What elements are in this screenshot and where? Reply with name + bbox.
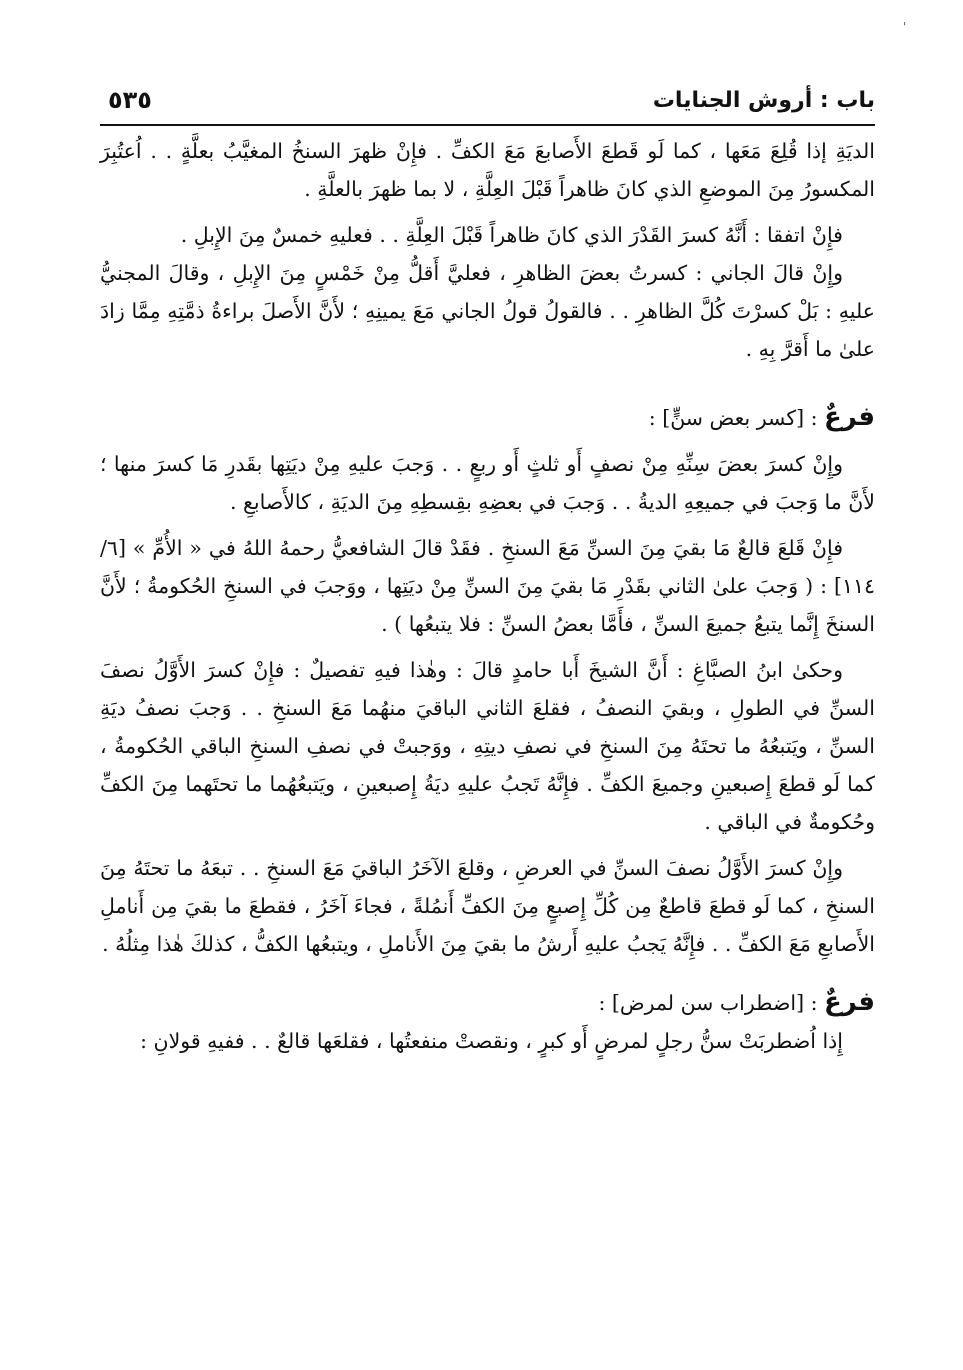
section-heading xyxy=(100,398,875,437)
paragraph: إِذا اُضطربَتْ سنُّ رجلٍ لمرضٍ أَو كبرٍ ، ونقصتْ منفعتُها ، فقلعَها قالعٌ . . ففيهِ قولانِ : xyxy=(140,1029,843,1053)
page-number: ٥٣٥ xyxy=(108,86,152,114)
section-heading xyxy=(100,983,875,1022)
paragraph: وحكىٰ ابنُ الصبَّاغِ : أَنَّ الشيخَ أَبا حامدٍ قالَ : وهٰذا فيهِ تفصيلٌ : فإِنْ كسرَ الأَوَّلُ نصفَ السنِّ في الطولِ ، وبقيَ النصفُ ، فقلعَ الثاني الباقيَ منهُما مَعَ السنخِ . . وَجبَ نصفُ ديَةِ السنِّ ، ويَتبعُهُ ما تحتَهُ مِنَ السنخِ في نصفِ ديتِهِ ، ووَجبتْ في نصفِ السنخِ الباقي الحُكومةُ ، كما لَو قطعَ إِصبعينِ وجميعَ الكفِّ . فإِنَّهُ تَجبُ عليهِ ديَةُ إِصبعينِ ، ويَتبعُهُما ما تحتَهما مِنَ الكفِّ وحُكومةٌ في الباقي . xyxy=(100,658,875,834)
chapter-title: باب : أروش الجنايات xyxy=(652,88,875,113)
paragraph: فإِنْ اتفقا : أَنَّهُ كسرَ القَدْرَ الذي كانَ ظاهراً قَبْلَ العِلَّةِ . . فعليهِ خمسٌ مِنَ الإِبلِ . xyxy=(180,223,843,247)
section-heading-text: : [كسر بعض سنٍّ] : xyxy=(648,406,825,430)
section-heading-label: فرعٌ xyxy=(824,987,875,1017)
scan-mark: ' xyxy=(903,20,907,34)
paragraph: الديَةِ إذا قُلِعَ مَعَها ، كما لَو قَطعَ الأَصابعَ مَعَ الكفِّ . فإِنْ ظهرَ السنخُ المغيَّبُ بعلَّةٍ . . اُعتُبِرَ المكسورُ مِنَ الموضعِ الذي كانَ ظاهراً قَبْلَ العِلَّةِ ، لا بما ظهرَ بالعلَّةِ . xyxy=(100,139,875,201)
paragraph: فإِنْ قَلعَ قالعٌ مَا بقيَ مِنَ السنِّ مَعَ السنخِ . فقَدْ قالَ الشافعيُّ رحمهُ اللهُ في « الأُمِّ » [٦/ ١١٤] : ( وَجبَ علىٰ الثاني بقَدْرِ مَا بقيَ مِنَ السنِّ مِنْ ديَتِها ، ووَجبَ في السنخِ الحُكومةُ ؛ لأَنَّ السنخَ إِنَّما يتبعُ جميعَ السنِّ ، فأَمَّا بعضُ السنِّ : فلا يتبعُها ) . xyxy=(100,536,875,636)
paragraph: وإِنْ كسرَ بعضَ سِنِّهِ مِنْ نصفٍ أَو ثلثٍ أَو ربعٍ . . وَجبَ عليهِ مِنْ ديَتِها بقَدرِ مَا كسرَ منها ؛ لأَنَّ ما وَجبَ في جميعِهِ الديةُ . . وَجبَ في بعضِهِ بقِسطِهِ مِنَ الديَةِ ، كالأَصابعِ . xyxy=(100,452,875,514)
running-header xyxy=(100,84,875,126)
section-heading-text: : [اضطراب سن لمرض] : xyxy=(598,991,825,1015)
paragraph: وإِنْ قالَ الجاني : كسرتُ بعضَ الظاهرِ ، فعليَّ أَقلُّ مِنْ خَمْسٍ مِنَ الإِبلِ ، وقالَ المجنيُّ عليهِ : بَلْ كسرْتَ كُلَّ الظاهرِ . . فالقولُ قولُ الجاني مَعَ يمينِهِ ؛ لأَنَّ الأَصلَ براءةُ ذمَّتِهِ مِمَّا زادَ علىٰ ما أَقرَّ بِهِ . xyxy=(100,261,875,361)
page-body xyxy=(100,132,875,1060)
paragraph: وإِنْ كسرَ الأَوَّلُ نصفَ السنِّ في العرضِ ، وقلعَ الآخَرُ الباقيَ مَعَ السنخِ . . تبعَهُ ما تحتَهُ مِنَ السنخِ ، كما لَو قطعَ قاطعٌ مِن كُلِّ إِصبعٍ مِنَ الكفِّ أَنمُلةً ، فجاءَ آخَرُ ، فقطعَ ما بقيَ مِن أَناملِ الأَصابعِ مَعَ الكفِّ . . فإِنَّهُ يَجبُ عليهِ أَرشُ ما بقيَ مِنَ الأَناملِ ، ويتبعُها الكفُّ ، كذلكَ هٰذا مِثلُهُ . xyxy=(100,856,875,956)
section-heading-label: فرعٌ xyxy=(824,402,875,432)
